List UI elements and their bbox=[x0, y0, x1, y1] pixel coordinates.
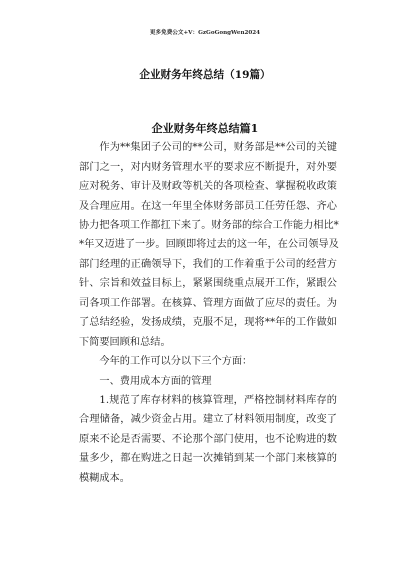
paragraph-line: *年又迈进了一步。回顾即将过去的这一年，在公司领导及 bbox=[79, 239, 339, 251]
section-heading: 企业财务年终总结篇1 bbox=[151, 121, 259, 135]
paragraph-line: 原来不论是否需要、不论那个部门使用，也不论购进的数 bbox=[79, 433, 337, 445]
paragraph-line: 协力把各项工作都扛下来了。财务部的综合工作能力相比* bbox=[79, 220, 339, 232]
paragraph-intro bbox=[79, 138, 337, 352]
paragraph-line: 部门之一，对内财务管理水平的要求应不断提升，对外要 bbox=[79, 161, 337, 173]
paragraph-line: 及合理应用。在这一年里全体财务部员工任劳任怨、齐心 bbox=[79, 200, 337, 212]
promo-header-text: 更多免费公文+V：GzGoGongWen2024 bbox=[149, 30, 261, 36]
paragraph-line: 一、费用成本方面的管理 bbox=[99, 375, 212, 387]
paragraph-line: 应对税务、审计及财政等机关的各项检查、掌握税收政策 bbox=[79, 181, 337, 193]
paragraph-line: 作为**集团子公司的**公司，财务部是**公司的关键 bbox=[99, 142, 337, 154]
paragraph-line: 司各项工作部署。在核算、管理方面做了应尽的责任。为 bbox=[79, 297, 337, 309]
subheading-expense-management bbox=[79, 372, 337, 391]
document-body bbox=[79, 138, 337, 488]
paragraph-line: 部门经理的正确领导下，我们的工作着重于公司的经营方 bbox=[79, 258, 337, 270]
paragraph-line: 量多少，都在购进之日起一次摊销到某一个部门来核算的 bbox=[79, 453, 337, 465]
paragraph-line: 今年的工作可以分以下三个方面： bbox=[99, 356, 253, 368]
paragraph-item-1 bbox=[79, 391, 337, 488]
paragraph-overview bbox=[79, 352, 337, 371]
paragraph-line: 了总结经验，发扬成绩，克服不足，现将**年的工作做如 bbox=[79, 317, 337, 329]
paragraph-line: 1.规范了库存材料的核算管理，严格控制材料库存的 bbox=[99, 394, 337, 406]
paragraph-line: 合理储备，减少资金占用。建立了材料领用制度，改变了 bbox=[79, 414, 337, 426]
document-title: 企业财务年终总结（19篇） bbox=[139, 69, 271, 81]
paragraph-line: 针、宗旨和效益目标上，紧紧围绕重点展开工作，紧跟公 bbox=[79, 278, 337, 290]
paragraph-line: 模糊成本。 bbox=[79, 472, 130, 484]
paragraph-line: 下简要回顾和总结。 bbox=[79, 336, 171, 348]
